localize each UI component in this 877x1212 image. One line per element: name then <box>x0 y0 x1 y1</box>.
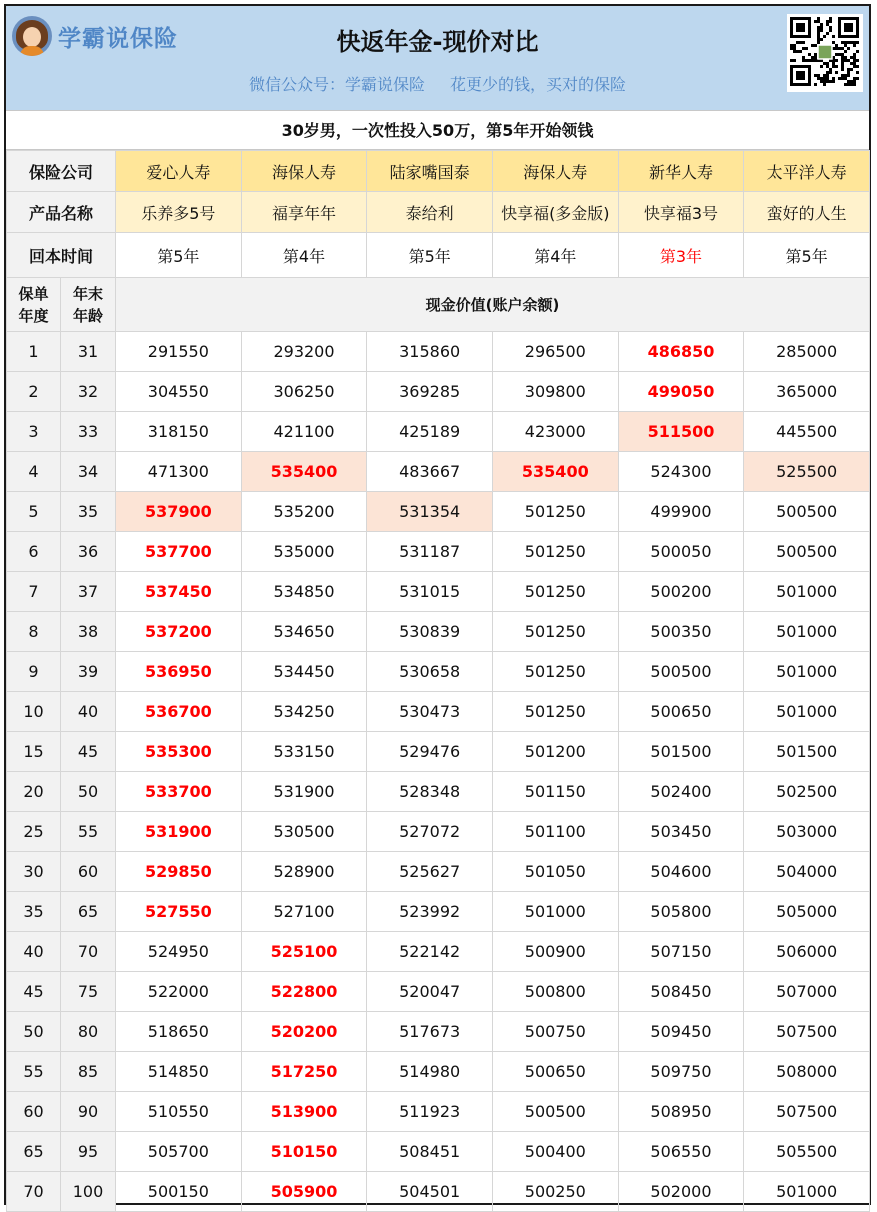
return-time-cell: 第4年 <box>492 233 618 278</box>
policy-year-cell: 9 <box>7 652 61 692</box>
cash-value-cell: 530473 <box>367 692 493 732</box>
policy-year-cell: 5 <box>7 492 61 532</box>
cash-value-cell: 507500 <box>744 1092 870 1132</box>
age-header: 年末年龄 <box>61 278 116 332</box>
return-time-row <box>7 233 870 278</box>
cash-value-cell: 293200 <box>241 332 367 372</box>
qr-code-icon <box>787 14 863 92</box>
company-row <box>7 151 870 192</box>
table-row <box>7 932 870 972</box>
cash-value-cell: 518650 <box>116 1012 242 1052</box>
header-banner <box>6 6 869 110</box>
policy-year-cell: 50 <box>7 1012 61 1052</box>
cash-value-cell: 531187 <box>367 532 493 572</box>
cash-value-cell: 514980 <box>367 1052 493 1092</box>
cash-value-cell: 504000 <box>744 852 870 892</box>
table-row <box>7 772 870 812</box>
subtitle <box>6 72 869 95</box>
cash-value-cell: 501250 <box>492 692 618 732</box>
cash-value-cell: 306250 <box>241 372 367 412</box>
cash-value-cell: 524950 <box>116 932 242 972</box>
company-label: 保险公司 <box>7 151 116 192</box>
value-header-row <box>7 278 870 332</box>
cash-value-cell: 502400 <box>618 772 744 812</box>
cash-value-cell: 501000 <box>744 692 870 732</box>
cash-value-cell: 517673 <box>367 1012 493 1052</box>
cash-value-cell: 501150 <box>492 772 618 812</box>
cash-value-cell: 523992 <box>367 892 493 932</box>
cash-value-cell: 528900 <box>241 852 367 892</box>
cash-value-cell: 500150 <box>116 1172 242 1212</box>
cash-value-cell: 531015 <box>367 572 493 612</box>
cash-value-cell: 531354 <box>367 492 493 532</box>
policy-year-cell: 65 <box>7 1132 61 1172</box>
policy-year-cell: 35 <box>7 892 61 932</box>
table-row <box>7 1012 870 1052</box>
table-row <box>7 692 870 732</box>
cash-value-cell: 537700 <box>116 532 242 572</box>
cash-value-cell: 501000 <box>744 652 870 692</box>
return-time-cell: 第3年 <box>618 233 744 278</box>
cash-value-cell: 369285 <box>367 372 493 412</box>
return-time-cell: 第5年 <box>116 233 242 278</box>
cash-value-cell: 501250 <box>492 532 618 572</box>
company-cell: 陆家嘴国泰 <box>367 151 493 192</box>
cash-value-cell: 500200 <box>618 572 744 612</box>
policy-year-cell: 55 <box>7 1052 61 1092</box>
cash-value-cell: 530500 <box>241 812 367 852</box>
cash-value-cell: 527072 <box>367 812 493 852</box>
scenario-caption: 30岁男，一次性投入50万，第5年开始领钱 <box>6 110 869 150</box>
cash-value-cell: 504600 <box>618 852 744 892</box>
cash-value-cell: 501000 <box>744 612 870 652</box>
cash-value-cell: 505700 <box>116 1132 242 1172</box>
cash-value-cell: 285000 <box>744 332 870 372</box>
table-row <box>7 852 870 892</box>
table-row <box>7 412 870 452</box>
table-row <box>7 1132 870 1172</box>
cash-value-cell: 500350 <box>618 612 744 652</box>
company-cell: 太平洋人寿 <box>744 151 870 192</box>
cash-value-cell: 506550 <box>618 1132 744 1172</box>
cash-value-cell: 530658 <box>367 652 493 692</box>
cash-value-cell: 508000 <box>744 1052 870 1092</box>
cash-value-cell: 525627 <box>367 852 493 892</box>
policy-year-cell: 40 <box>7 932 61 972</box>
company-cell: 爱心人寿 <box>116 151 242 192</box>
cash-value-cell: 500500 <box>492 1092 618 1132</box>
cash-value-cell: 507150 <box>618 932 744 972</box>
cash-value-cell: 486850 <box>618 332 744 372</box>
product-cell: 福享年年 <box>241 192 367 233</box>
cash-value-cell: 309800 <box>492 372 618 412</box>
cash-value-cell: 500650 <box>618 692 744 732</box>
age-cell: 34 <box>61 452 116 492</box>
cash-value-cell: 500250 <box>492 1172 618 1212</box>
cash-value-cell: 509750 <box>618 1052 744 1092</box>
age-cell: 95 <box>61 1132 116 1172</box>
age-cell: 35 <box>61 492 116 532</box>
cash-value-cell: 500750 <box>492 1012 618 1052</box>
cash-value-cell: 483667 <box>367 452 493 492</box>
cash-value-cell: 513900 <box>241 1092 367 1132</box>
cash-value-cell: 537450 <box>116 572 242 612</box>
policy-year-cell: 2 <box>7 372 61 412</box>
cash-value-cell: 536950 <box>116 652 242 692</box>
age-cell: 60 <box>61 852 116 892</box>
cash-value-cell: 500050 <box>618 532 744 572</box>
cash-value-cell: 525500 <box>744 452 870 492</box>
age-cell: 37 <box>61 572 116 612</box>
brand-name: 学霸说保险 <box>58 25 178 52</box>
cash-value-cell: 296500 <box>492 332 618 372</box>
table-row <box>7 332 870 372</box>
cash-value-cell: 501250 <box>492 612 618 652</box>
cash-value-cell: 471300 <box>116 452 242 492</box>
cash-value-cell: 500500 <box>744 492 870 532</box>
table-row <box>7 732 870 772</box>
age-cell: 31 <box>61 332 116 372</box>
cash-value-cell: 531900 <box>116 812 242 852</box>
policy-year-cell: 7 <box>7 572 61 612</box>
cash-value-cell: 508450 <box>618 972 744 1012</box>
cash-value-cell: 502500 <box>744 772 870 812</box>
cash-value-cell: 501250 <box>492 492 618 532</box>
cash-value-cell: 505900 <box>241 1172 367 1212</box>
age-cell: 90 <box>61 1092 116 1132</box>
company-cell: 海保人寿 <box>492 151 618 192</box>
table-row <box>7 812 870 852</box>
age-cell: 36 <box>61 532 116 572</box>
age-cell: 39 <box>61 652 116 692</box>
return-time-cell: 第5年 <box>744 233 870 278</box>
table-row <box>7 972 870 1012</box>
cash-value-cell: 508950 <box>618 1092 744 1132</box>
cash-value-cell: 501000 <box>744 572 870 612</box>
table-row <box>7 452 870 492</box>
table-row <box>7 572 870 612</box>
cash-value-cell: 531900 <box>241 772 367 812</box>
cash-value-cell: 535200 <box>241 492 367 532</box>
cash-value-cell: 535400 <box>241 452 367 492</box>
report-frame <box>4 4 871 1205</box>
product-cell: 泰给利 <box>367 192 493 233</box>
company-cell: 新华人寿 <box>618 151 744 192</box>
table-row <box>7 532 870 572</box>
cash-value-cell: 501000 <box>744 1172 870 1212</box>
product-cell: 蛮好的人生 <box>744 192 870 233</box>
cash-value-cell: 506000 <box>744 932 870 972</box>
policy-year-cell: 10 <box>7 692 61 732</box>
cash-value-cell: 529850 <box>116 852 242 892</box>
cash-value-cell: 537900 <box>116 492 242 532</box>
cash-value-cell: 503450 <box>618 812 744 852</box>
table-row <box>7 372 870 412</box>
cash-value-cell: 534450 <box>241 652 367 692</box>
cash-value-cell: 509450 <box>618 1012 744 1052</box>
policy-year-cell: 8 <box>7 612 61 652</box>
cash-value-cell: 520200 <box>241 1012 367 1052</box>
cash-value-cell: 529476 <box>367 732 493 772</box>
age-cell: 70 <box>61 932 116 972</box>
company-cell: 海保人寿 <box>241 151 367 192</box>
cash-value-cell: 503000 <box>744 812 870 852</box>
cash-value-cell: 535400 <box>492 452 618 492</box>
slogan: 花更少的钱，买对的保险 <box>450 75 627 94</box>
cash-value-cell: 501000 <box>492 892 618 932</box>
cash-value-cell: 528348 <box>367 772 493 812</box>
age-cell: 40 <box>61 692 116 732</box>
wechat-account-label: 微信公众号：学霸说保险 <box>248 75 425 94</box>
table-row <box>7 652 870 692</box>
cash-value-cell: 500400 <box>492 1132 618 1172</box>
age-cell: 32 <box>61 372 116 412</box>
age-cell: 38 <box>61 612 116 652</box>
cash-value-cell: 510150 <box>241 1132 367 1172</box>
cash-value-cell: 501200 <box>492 732 618 772</box>
cash-value-cell: 507500 <box>744 1012 870 1052</box>
cash-value-cell: 507000 <box>744 972 870 1012</box>
policy-year-cell: 4 <box>7 452 61 492</box>
cash-value-cell: 520047 <box>367 972 493 1012</box>
cash-value-cell: 535000 <box>241 532 367 572</box>
policy-year-cell: 15 <box>7 732 61 772</box>
age-cell: 55 <box>61 812 116 852</box>
policy-year-cell: 3 <box>7 412 61 452</box>
cash-value-cell: 500800 <box>492 972 618 1012</box>
age-cell: 65 <box>61 892 116 932</box>
policy-year-cell: 25 <box>7 812 61 852</box>
return-time-cell: 第4年 <box>241 233 367 278</box>
cash-value-cell: 517250 <box>241 1052 367 1092</box>
cash-value-cell: 421100 <box>241 412 367 452</box>
table-row <box>7 492 870 532</box>
cash-value-cell: 501250 <box>492 652 618 692</box>
policy-year-cell: 70 <box>7 1172 61 1212</box>
return-time-label: 回本时间 <box>7 233 116 278</box>
cash-value-cell: 530839 <box>367 612 493 652</box>
cash-value-cell: 501500 <box>744 732 870 772</box>
cash-value-cell: 291550 <box>116 332 242 372</box>
age-cell: 50 <box>61 772 116 812</box>
cash-value-cell: 522800 <box>241 972 367 1012</box>
cash-value-cell: 511923 <box>367 1092 493 1132</box>
cash-value-cell: 533700 <box>116 772 242 812</box>
cash-value-cell: 500500 <box>618 652 744 692</box>
cash-value-cell: 514850 <box>116 1052 242 1092</box>
cash-value-cell: 501100 <box>492 812 618 852</box>
cash-value-cell: 511500 <box>618 412 744 452</box>
table-row <box>7 1052 870 1092</box>
cash-value-cell: 445500 <box>744 412 870 452</box>
age-cell: 85 <box>61 1052 116 1092</box>
cash-value-header: 现金价值(账户余额) <box>116 278 870 332</box>
cash-value-cell: 522142 <box>367 932 493 972</box>
product-label: 产品名称 <box>7 192 116 233</box>
cash-value-cell: 500650 <box>492 1052 618 1092</box>
return-time-cell: 第5年 <box>367 233 493 278</box>
cash-value-cell: 505800 <box>618 892 744 932</box>
cash-value-cell: 501500 <box>618 732 744 772</box>
cash-value-cell: 315860 <box>367 332 493 372</box>
cash-value-cell: 527100 <box>241 892 367 932</box>
policy-year-cell: 1 <box>7 332 61 372</box>
product-cell: 乐养多5号 <box>116 192 242 233</box>
comparison-table <box>6 150 870 1212</box>
cash-value-cell: 499900 <box>618 492 744 532</box>
table-row <box>7 1172 870 1212</box>
cash-value-cell: 525100 <box>241 932 367 972</box>
product-cell: 快享福(多金版) <box>492 192 618 233</box>
cash-value-cell: 423000 <box>492 412 618 452</box>
table-row <box>7 892 870 932</box>
age-cell: 75 <box>61 972 116 1012</box>
cash-value-cell: 510550 <box>116 1092 242 1132</box>
cash-value-cell: 500900 <box>492 932 618 972</box>
cash-value-cell: 502000 <box>618 1172 744 1212</box>
cash-value-cell: 501250 <box>492 572 618 612</box>
policy-year-header: 保单年度 <box>7 278 61 332</box>
cash-value-cell: 534250 <box>241 692 367 732</box>
cash-value-cell: 527550 <box>116 892 242 932</box>
cash-value-cell: 522000 <box>116 972 242 1012</box>
page-title: 快返年金-现价对比 <box>336 28 539 56</box>
cash-value-cell: 505000 <box>744 892 870 932</box>
product-row <box>7 192 870 233</box>
cash-value-cell: 533150 <box>241 732 367 772</box>
policy-year-cell: 30 <box>7 852 61 892</box>
table-row <box>7 612 870 652</box>
cash-value-cell: 537200 <box>116 612 242 652</box>
cash-value-cell: 499050 <box>618 372 744 412</box>
table-row <box>7 1092 870 1132</box>
cash-value-cell: 501050 <box>492 852 618 892</box>
product-cell: 快享福3号 <box>618 192 744 233</box>
policy-year-cell: 60 <box>7 1092 61 1132</box>
cash-value-cell: 534650 <box>241 612 367 652</box>
age-cell: 33 <box>61 412 116 452</box>
cash-value-cell: 425189 <box>367 412 493 452</box>
age-cell: 45 <box>61 732 116 772</box>
cash-value-cell: 508451 <box>367 1132 493 1172</box>
age-cell: 80 <box>61 1012 116 1052</box>
cash-value-cell: 505500 <box>744 1132 870 1172</box>
cash-value-cell: 500500 <box>744 532 870 572</box>
cash-value-cell: 318150 <box>116 412 242 452</box>
cash-value-cell: 536700 <box>116 692 242 732</box>
cash-value-cell: 504501 <box>367 1172 493 1212</box>
cash-value-cell: 524300 <box>618 452 744 492</box>
policy-year-cell: 45 <box>7 972 61 1012</box>
cash-value-cell: 304550 <box>116 372 242 412</box>
policy-year-cell: 6 <box>7 532 61 572</box>
cash-value-cell: 535300 <box>116 732 242 772</box>
age-cell: 100 <box>61 1172 116 1212</box>
cash-value-cell: 365000 <box>744 372 870 412</box>
cash-value-cell: 534850 <box>241 572 367 612</box>
policy-year-cell: 20 <box>7 772 61 812</box>
